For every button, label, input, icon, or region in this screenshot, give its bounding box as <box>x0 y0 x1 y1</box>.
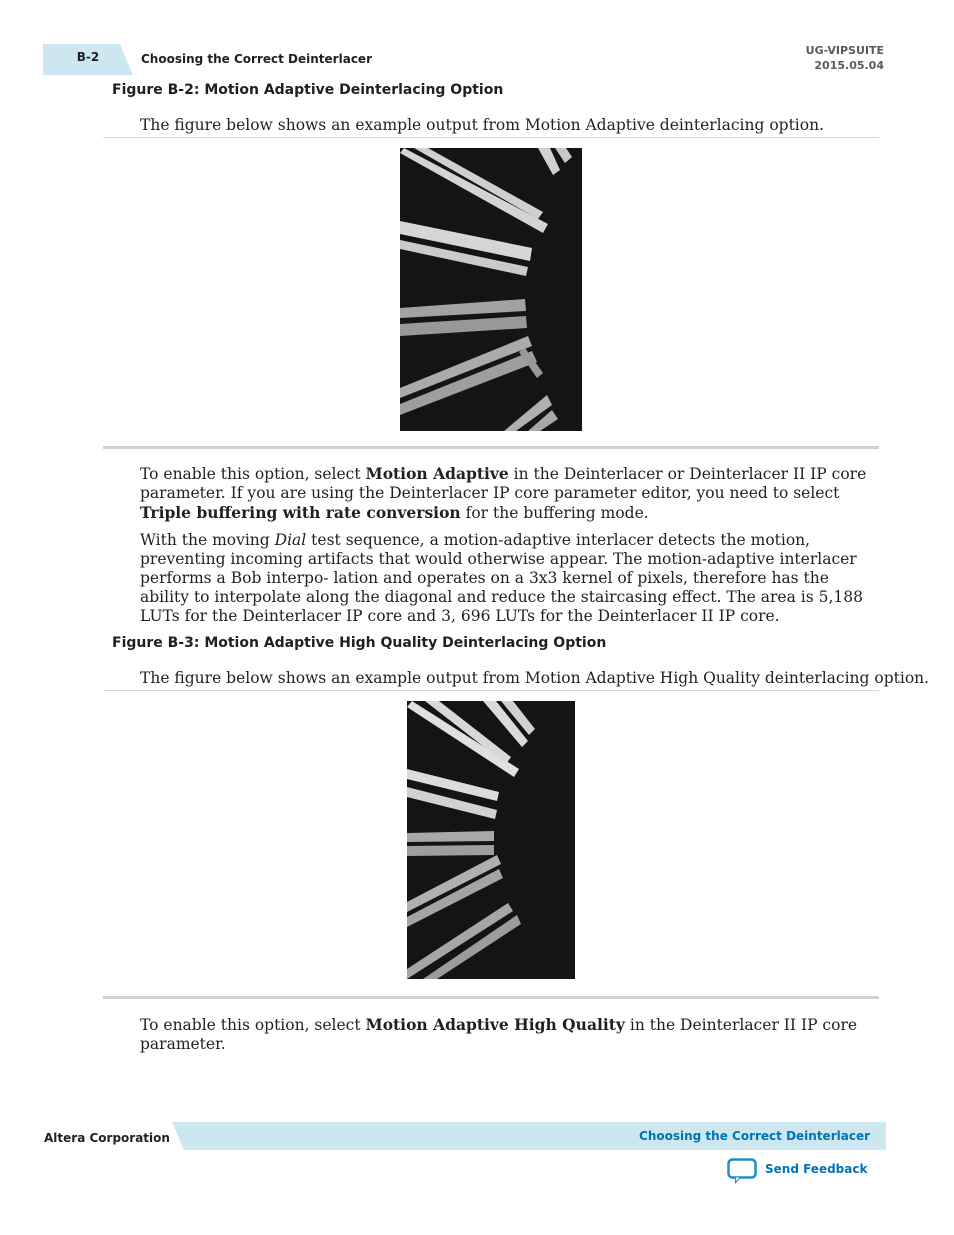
paragraph-text: With the moving <box>140 531 275 549</box>
figure-b2-top-rule <box>103 137 879 138</box>
bold-term-motion-adaptive: Motion Adaptive <box>365 464 509 483</box>
paragraph-dial-sequence <box>140 531 875 626</box>
bold-term-triple-buffering: Triple buffering with rate conversion <box>140 503 461 522</box>
document-date: 2015.05.04 <box>814 59 884 72</box>
paragraph-text: for the buffering mode. <box>460 504 649 522</box>
figure-b2-caption: Figure B-2: Motion Adaptive Deinterlacing Option <box>112 82 504 98</box>
document-id <box>806 43 884 73</box>
figure-b2-intro: The figure below shows an example output from Motion Adaptive deinterlacing option. <box>140 116 825 134</box>
feedback-icon[interactable] <box>727 1158 757 1186</box>
bold-term-motion-adaptive-high-quality: Motion Adaptive High Quality <box>365 1015 625 1034</box>
footer-company: Altera Corporation <box>44 1131 170 1145</box>
header-section-title: Choosing the Correct Deinterlacer <box>141 52 372 66</box>
paragraph-enable-high-quality <box>140 1015 875 1054</box>
italic-term-dial: Dial <box>274 531 307 549</box>
paragraph-text: test sequence, a motion-adaptive interlacer detects the motion, preventing incoming artifacts that would otherwise appear. The motion-adaptive interlacer performs a Bob interpo- lation and operates on a 3x3 kernel of pixels, therefore has the ability to interpolate along the diagonal and reduce the staircasing effect. The area is 5,188 LUTs for the Deinterlacer IP core and 3, 696 LUTs for the Deinterlacer II IP core. <box>140 531 863 625</box>
document-code: UG-VIPSUITE <box>805 44 884 57</box>
figure-b3-bottom-rule <box>103 996 879 999</box>
paragraph-enable-motion-adaptive <box>140 464 875 523</box>
figure-b3-top-rule <box>103 690 879 691</box>
figure-b3-caption: Figure B-3: Motion Adaptive High Quality Deinterlacing Option <box>112 635 607 651</box>
paragraph-text: in the Deinterlacer or Deinterlacer II IP core parameter. If you are using the Deinterlacer IP core parameter editor, you need to select <box>140 465 867 502</box>
send-feedback-link[interactable]: Send Feedback <box>765 1162 868 1176</box>
paragraph-text: in the Deinterlacer II IP core parameter. <box>140 1016 858 1053</box>
paragraph-text: To enable this option, select <box>140 1016 366 1034</box>
footer-section-link[interactable]: Choosing the Correct Deinterlacer <box>639 1129 870 1143</box>
figure-b3-image <box>407 701 575 979</box>
figure-b2-bottom-rule <box>103 446 879 449</box>
figure-b2-image <box>400 148 582 431</box>
page-number: B-2 <box>76 50 100 64</box>
figure-b3-intro: The figure below shows an example output from Motion Adaptive High Quality deinterlacing option. <box>140 669 930 687</box>
paragraph-text: To enable this option, select <box>140 465 366 483</box>
